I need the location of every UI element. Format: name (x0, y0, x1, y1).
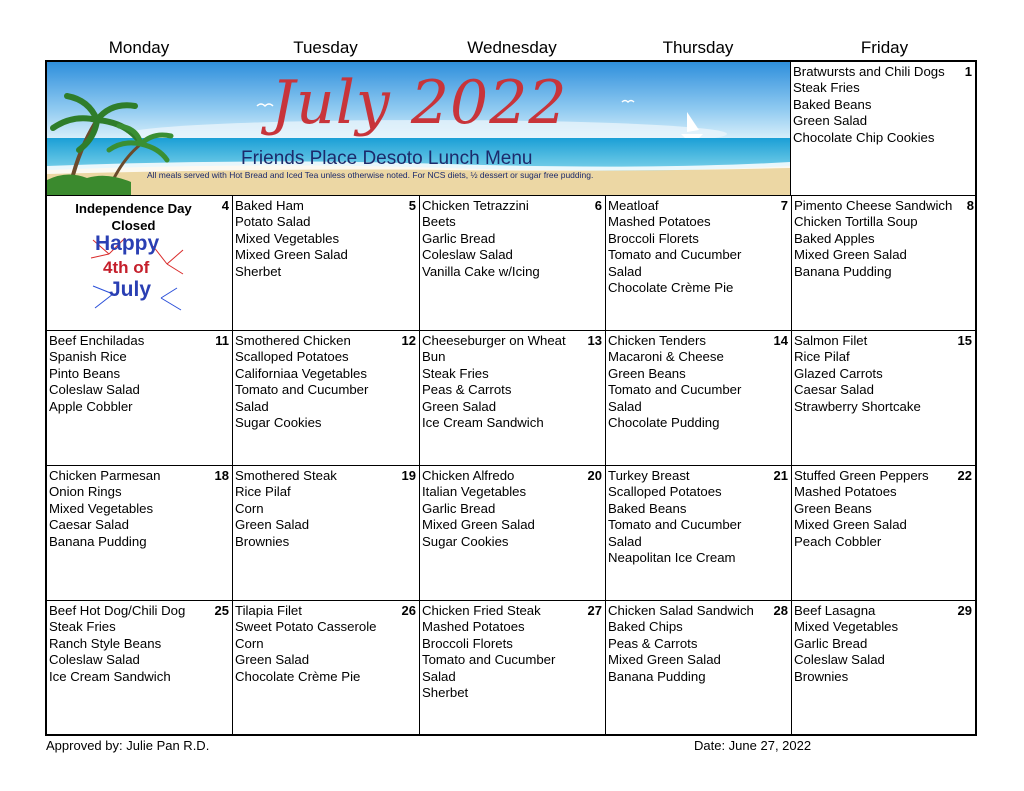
menu-item: Beets (422, 214, 456, 230)
day-cell-28 (606, 601, 792, 734)
menu-item: Vanilla Cake w/Icing (422, 263, 540, 279)
menu-item: Tomato and Cucumber Salad (608, 517, 742, 549)
menu-item: Sherbet (422, 685, 469, 701)
menu-item: Pimento Cheese Sandwich (794, 198, 953, 213)
weekday-header-row (46, 38, 978, 60)
menu-item: Ice Cream Sandwich (49, 668, 171, 684)
menu-item: Baked Chips (608, 619, 683, 635)
day-cell-29 (792, 601, 975, 734)
menu-item: Strawberry Shortcake (794, 398, 921, 414)
weekday-wednesday: Wednesday (467, 38, 557, 57)
day-cell-4 (47, 196, 233, 331)
menu-item: Onion Rings (49, 484, 122, 500)
banner-note: All meals served with Hot Bread and Iced Tea unless otherwise noted. For NCS diets, ½ dessert or sugar free pudding. (147, 170, 594, 180)
menu-item: Tomato and Cucumber Salad (422, 652, 556, 684)
day-number: 7 (780, 198, 788, 213)
menu-item: Tomato and Cucumber Salad (235, 382, 369, 414)
menu-item: Steak Fries (793, 80, 860, 96)
happy-graphic-text-1: Happy (95, 232, 160, 255)
menu-item: Chicken Parmesan (49, 468, 161, 483)
menu-item: Macaroni & Cheese (608, 349, 724, 365)
menu-calendar-grid (45, 60, 977, 736)
menu-item: Coleslaw Salad (49, 652, 140, 668)
day-number: 25 (214, 603, 229, 618)
day-cell-21 (606, 466, 792, 601)
menu-item: Mashed Potatoes (794, 484, 897, 500)
menu-item: Chicken Tenders (608, 333, 706, 348)
menu-item: Sugar Cookies (235, 415, 322, 431)
menu-item: Spanish Rice (49, 349, 127, 365)
day-number: 21 (773, 468, 788, 483)
menu-item: Green Salad (235, 517, 310, 533)
menu-item: Brownies (794, 668, 849, 684)
menu-item: Bratwursts and Chili Dogs (793, 64, 945, 79)
weekday-tuesday: Tuesday (293, 38, 358, 57)
menu-item: Scalloped Potatoes (235, 349, 349, 365)
menu-item: Salmon Filet (794, 333, 868, 348)
happy-graphic-text-3: July (109, 278, 152, 301)
menu-item: Chicken Tortilla Soup (794, 214, 918, 230)
menu-item: Turkey Breast (608, 468, 690, 483)
menu-item: Meatloaf (608, 198, 659, 213)
menu-item: Smothered Steak (235, 468, 337, 483)
day-cell-5 (233, 196, 420, 331)
menu-item: Banana Pudding (794, 263, 892, 279)
weekday-friday: Friday (860, 38, 909, 57)
menu-item: Broccoli Florets (608, 230, 699, 246)
day-number: 6 (594, 198, 602, 213)
weekday-thursday: Thursday (662, 38, 734, 57)
holiday-status: Closed (111, 218, 156, 233)
day-cell-15 (792, 331, 975, 466)
menu-item: Chicken Salad Sandwich (608, 603, 754, 618)
menu-item: Beef Lasagna (794, 603, 876, 618)
weekday-monday: Monday (108, 38, 170, 57)
menu-item: Baked Apples (794, 230, 875, 246)
menu-item: Corn (235, 635, 264, 651)
menu-item: Baked Beans (608, 500, 687, 516)
menu-item: Green Salad (422, 398, 497, 414)
menu-item: Rice Pilaf (794, 349, 850, 365)
menu-item: Ranch Style Beans (49, 635, 162, 651)
menu-banner (47, 62, 791, 196)
menu-item: Mixed Green Salad (794, 247, 907, 263)
day-cell-7 (606, 196, 792, 331)
menu-item: Broccoli Florets (422, 635, 513, 651)
menu-item: Chicken Fried Steak (422, 603, 541, 618)
menu-item: Peach Cobbler (794, 533, 882, 549)
day-number: 14 (773, 333, 788, 348)
menu-item: Tilapia Filet (235, 603, 302, 618)
menu-item: Chocolate Crème Pie (608, 280, 734, 296)
menu-item: Californiaa Vegetables (235, 365, 367, 381)
happy-4th-of-july-graphic (89, 234, 185, 312)
menu-item: Mixed Green Salad (422, 517, 535, 533)
menu-item: Chicken Alfredo (422, 468, 515, 483)
menu-item: Mixed Vegetables (49, 500, 154, 516)
day-cell-22 (792, 466, 975, 601)
day-number: 13 (587, 333, 602, 348)
menu-item: Peas & Carrots (608, 635, 698, 651)
menu-item: Mixed Green Salad (608, 652, 721, 668)
menu-item: Beef Enchiladas (49, 333, 145, 348)
menu-item: Ice Cream Sandwich (422, 415, 544, 431)
menu-item: Sherbet (235, 263, 282, 279)
menu-item: Tomato and Cucumber Salad (608, 247, 742, 279)
day-number: 20 (587, 468, 602, 483)
menu-item: Baked Ham (235, 198, 304, 213)
menu-item: Tomato and Cucumber Salad (608, 382, 742, 414)
menu-item: Coleslaw Salad (422, 247, 513, 263)
menu-item: Caesar Salad (49, 517, 129, 533)
day-number: 12 (401, 333, 416, 348)
day-cell-12 (233, 331, 420, 466)
day-number: 15 (957, 333, 972, 348)
banner-subtitle: Friends Place Desoto Lunch Menu (241, 148, 533, 169)
menu-item: Beef Hot Dog/Chili Dog (49, 603, 186, 618)
menu-item: Rice Pilaf (235, 484, 291, 500)
day-cell-8 (792, 196, 975, 331)
day-number: 18 (214, 468, 229, 483)
day-number: 22 (957, 468, 972, 483)
menu-item: Cheeseburger on Wheat Bun (422, 333, 566, 365)
day-number: 19 (401, 468, 416, 483)
menu-item: Mixed Green Salad (794, 517, 907, 533)
menu-item: Steak Fries (422, 365, 489, 381)
menu-item: Mixed Vegetables (235, 230, 340, 246)
menu-item: Garlic Bread (422, 500, 496, 516)
menu-item: Corn (235, 500, 264, 516)
day-cell-14 (606, 331, 792, 466)
menu-item: Chocolate Crème Pie (235, 668, 361, 684)
menu-item: Scalloped Potatoes (608, 484, 722, 500)
approved-by: Approved by: Julie Pan R.D. (46, 738, 210, 753)
menu-item: Stuffed Green Peppers (794, 468, 929, 483)
menu-item: Glazed Carrots (794, 365, 883, 381)
menu-item: Green Beans (608, 365, 686, 381)
menu-item: Steak Fries (49, 619, 116, 635)
menu-item: Sugar Cookies (422, 533, 509, 549)
menu-item: Banana Pudding (49, 533, 147, 549)
menu-item: Potato Salad (235, 214, 311, 230)
menu-item: Brownies (235, 533, 290, 549)
menu-item: Pinto Beans (49, 365, 121, 381)
day-number: 11 (215, 333, 229, 348)
menu-item: Chicken Tetrazzini (422, 198, 529, 213)
menu-item: Garlic Bread (422, 230, 496, 246)
menu-date: Date: June 27, 2022 (694, 738, 812, 753)
menu-item: Chocolate Pudding (608, 415, 720, 431)
day-cell-18 (47, 466, 233, 601)
day-number: 27 (587, 603, 602, 618)
day-cell-26 (233, 601, 420, 734)
menu-item: Green Salad (793, 113, 868, 129)
day-number: 1 (964, 64, 972, 79)
menu-item: Banana Pudding (608, 668, 706, 684)
day-number: 26 (401, 603, 416, 618)
menu-item: Sweet Potato Casserole (235, 619, 377, 635)
menu-item: Mixed Green Salad (235, 247, 348, 263)
menu-item: Italian Vegetables (422, 484, 527, 500)
day-number: 5 (408, 198, 416, 213)
menu-item: Mashed Potatoes (422, 619, 525, 635)
day-cell-27 (420, 601, 606, 734)
menu-item: Baked Beans (793, 96, 872, 112)
menu-item: Coleslaw Salad (49, 382, 140, 398)
day-cell-25 (47, 601, 233, 734)
holiday-title: Independence Day (75, 201, 192, 216)
menu-item: Smothered Chicken (235, 333, 351, 348)
menu-item: Green Salad (235, 652, 310, 668)
happy-graphic-text-2: 4th of (103, 258, 150, 277)
day-cell-20 (420, 466, 606, 601)
menu-item: Garlic Bread (794, 635, 868, 651)
day-cell-11 (47, 331, 233, 466)
day-number: 4 (221, 198, 229, 213)
day-cell-6 (420, 196, 606, 331)
menu-item: Apple Cobbler (49, 398, 133, 414)
menu-item: Neapolitan Ice Cream (608, 550, 736, 566)
menu-item: Mixed Vegetables (794, 619, 899, 635)
banner-title: July 2022 (271, 68, 568, 138)
day-number: 8 (966, 198, 974, 213)
menu-item: Caesar Salad (794, 382, 874, 398)
menu-item: Green Beans (794, 500, 872, 516)
menu-item: Chocolate Chip Cookies (793, 129, 935, 145)
menu-item: Peas & Carrots (422, 382, 512, 398)
menu-item: Coleslaw Salad (794, 652, 885, 668)
day-number: 28 (773, 603, 788, 618)
day-cell-1 (791, 62, 975, 196)
menu-item: Mashed Potatoes (608, 214, 711, 230)
day-cell-19 (233, 466, 420, 601)
day-number: 29 (957, 603, 972, 618)
day-cell-13 (420, 331, 606, 466)
